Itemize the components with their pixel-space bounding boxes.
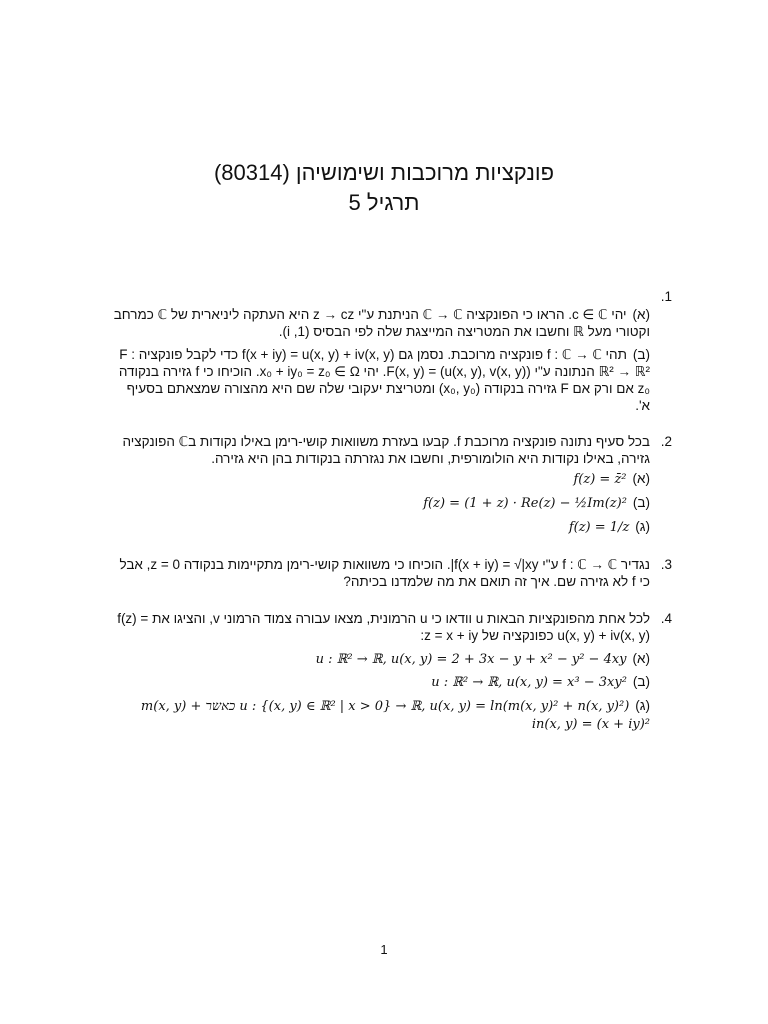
question-number: 2.: [660, 434, 672, 449]
question-1-part-b: [110, 346, 650, 414]
part-formula: f(z) = z̄²: [573, 472, 627, 487]
part-formula: u : ℝ² → ℝ, u(x, y) = 2 + 3x − y + x² − y² − 4xy: [315, 652, 627, 667]
part-formula: f(z) = (1 + z) · Re(z) − ½Im(z)²: [423, 496, 627, 511]
part-text: יהי c ∈ ℂ. הראו כי הפונקציה ℂ → ℂ הניתנת ע"י z → cz היא העתקה ליניארית של ℂ כמרחב וקטורי מעל ℝ וחשבו את המטריצה המייצגת שלה לפי הבסיס (1, i).: [113, 307, 650, 339]
part-formula: u : ℝ² → ℝ, u(x, y) = x³ − 3xy²: [431, 675, 627, 690]
part-label: (ב): [632, 495, 650, 510]
question-2-part-c: [110, 518, 650, 536]
part-label: (ב): [632, 347, 650, 362]
part-formula: f(z) = 1/z: [568, 520, 630, 535]
part-text: תהי f : ℂ → ℂ פונקציה מרוכבת. נסמן גם f(x + iy) = u(x, y) + iv(x, y) כדי לקבל פונקציה F : ℝ² → ℝ² הנתונה ע"י F(x, y) = (u(x, y), v(x, y)). יהי x₀ + iy₀ = z₀ ∈ Ω. הוכיחו כי f גזירה בנקודה z₀ אם ורק אם F גזירה בנקודה (x₀, y₀) ומטריצת יעקובי שלה שם היא מהצורה שמצאתם בסעיף א'.: [118, 347, 650, 413]
question-number: 3.: [660, 557, 672, 572]
question-text: לכל אחת מהפונקציות הבאות u וודאו כי u הרמונית, מצאו עבורה צמוד הרמוני v, והציגו את f(z) = u(x, y) + iv(x, y) כפונקציה של z = x + iy:: [117, 611, 650, 643]
question-2: [110, 433, 672, 467]
question-3: [110, 556, 672, 590]
question-number: 4.: [660, 611, 672, 626]
question-text: בכל סעיף נתונה פונקציה מרוכבת f. קבעו בעזרת משוואות קושי-רימן באילו נקודות בℂ הפונקציה גזירה, באילו נקודות היא הולומורפית, וחשבו את נגזרתה בנקודות בהן היא גזירה.: [122, 434, 650, 466]
question-text: נגדיר f : ℂ → ℂ ע"י f(x + iy) = √|xy|. הוכיחו כי משוואות קושי-רימן מתקיימות בנקודה z = 0, אבל כי f לא גזירה שם. איך זה תואם את מה שלמדנו בכיתה?: [119, 557, 650, 589]
question-4-part-b: [110, 673, 650, 691]
sheet-title: תרגיל 5: [348, 190, 420, 215]
part-label: (ג): [635, 698, 650, 713]
question-2-part-b: [110, 494, 650, 512]
question-number: 1.: [660, 289, 672, 304]
question-4-part-a: [110, 650, 650, 668]
question-4: [110, 610, 672, 644]
part-label: (ג): [635, 519, 650, 534]
page-number: 1: [380, 942, 388, 957]
question-4-part-c: [110, 697, 650, 733]
part-label: (ב): [632, 674, 650, 689]
part-label: (א): [632, 651, 650, 666]
question-1-part-a: [110, 306, 650, 340]
question-2-part-a: [110, 470, 650, 488]
course-title: פונקציות מרוכבות ושימושיהן (80314): [213, 160, 555, 185]
part-label: (א): [632, 307, 650, 322]
part-label: (א): [632, 471, 650, 486]
part-formula: u : {(x, y) ∈ ℝ² | x > 0} → ℝ, u(x, y) = ln(m(x, y)² + n(x, y)²) כאשר m(x, y) + in(x, y) = (x + iy)²: [140, 699, 650, 732]
document-title: [0, 158, 768, 218]
